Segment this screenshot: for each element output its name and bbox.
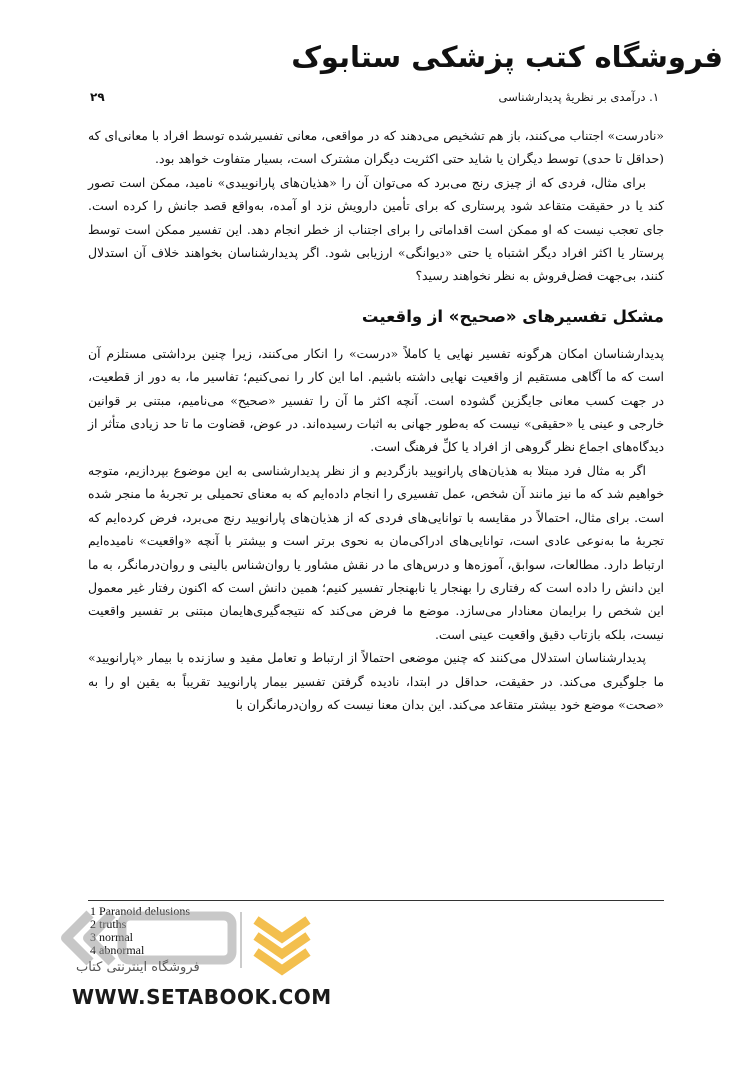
section-heading: مشکل تفسیرهای «صحیح» از واقعیت [361, 306, 664, 326]
footnote: 2 truths [90, 917, 127, 931]
paragraph: اگر به مثال فرد مبتلا به هذیان‌های پارانویید بازگردیم و از نظر پدیدارشناسی به این موضوع بپردازیم، متوجه خواهیم شد که ما نیز مانند آن شخص، عمل تفسیری را انجام داده‌ایم که به معنای تحمیلی بر تجربهٔ ما منجر شده است. برای مثال، احتمالاً در مقایسه با توانایی‌های فردی که از هذیان‌های پارانویید رنج می‌برد، فرض کرده‌ایم که تجربهٔ ما به‌نوعی عادی است، توانایی‌های ادراکی‌مان به نحوی برتر است و بیشتر با آنچه «واقعیت» نامیده‌ایم ارتباط دارد. مطالعات، سوابق، آموزه‌ها و درس‌های ما در نقش مشاور یا روان‌شناس بالینی و روان‌درمانگر، به ما این دانش را داده است که رفتاری را بهنجار یا نابهنجار تفسیر کنیم؛ همین دانش است که اکنون رفتار غیر معمول این شخص را برایمان معنادار می‌سازد. موضع ما فرض می‌کند که نتیجه‌گیری‌هایمان مبتنی بر تفسیر واقعیت نیست، بلکه بازتاب دقیق واقعیت عینی است. [88, 462, 664, 642]
page-body [88, 124, 664, 716]
watermark-url: WWW.SETABOOK.COM [72, 985, 332, 1009]
running-head [90, 90, 659, 104]
paragraph: برای مثال، فردی که از چیزی رنج می‌برد که می‌توان آن را «هذیان‌های پارانوییدی» نامید، ممکن است تصور کند یا در حقیقت متقاعد شود پرستاری که برای تأمین دارویش نزد او آمده، به‌واقع قصد جانش را کرده است. جای تعجب نیست که او ممکن است اقداماتی را برای اجتناب از خطر انجام دهد. این تفسیر ممکن است توسط پرستار یا اکثر افراد دیگر اشتباه یا حتی «دیوانگی» ارزیابی شود. اگر پدیدارشناسان بخواهند خلاف آن استدلال کنند، بی‌جهت فضل‌فروش به نظر نخواهند رسید؟ [88, 174, 664, 284]
setabook-logo-icon [60, 908, 320, 988]
footnote-divider [88, 900, 664, 901]
footnote: 4 abnormal [90, 943, 145, 957]
logo-block [122, 916, 232, 960]
chevron-left-icon [88, 914, 112, 962]
paragraph: «نادرست» اجتناب می‌کنند، باز هم تشخیص می‌دهند که در مواقعی، معانی تفسیرشده توسط افراد با معانی‌ای که (حداقل تا حدی) توسط دیگران یا شاید حتی اکثریت دیگران مشترک است، بسیار متفاوت خواهد بود. [88, 128, 664, 167]
chapter-title: ۱. درآمدی بر نظریهٔ پدیدارشناسی [498, 90, 659, 104]
footnote: 1 Paranoid delusions [90, 904, 190, 918]
watermark-tagline: فروشگاه اینترنتی کتاب [76, 960, 200, 975]
chevron-down-icon [256, 920, 308, 938]
footnote: 3 normal [90, 930, 133, 944]
page-number: ۲۹ [90, 90, 105, 104]
store-banner: فروشگاه کتب پزشکی ستابوک [291, 40, 723, 74]
paragraph: پدیدارشناسان امکان هرگونه تفسیر نهایی یا کاملاً «درست» را انکار می‌کنند، زیرا چنین برداشتی مستلزم آن است که ما آگاهی مستقیم از واقعیت نهایی داشته باشیم. اما این کار را نمی‌کنیم؛ تفاسیر ما، به دور از قطعیت، در جهت کسب معانی جایگزین گشوده است. آنچه اکثر ما آن را تفسیر «صحیح» می‌نامیم، مبتنی بر قوانین خارجی و عینی یا «حقیقی» نیست که به‌طور جهانی به اثبات رسیده‌اند. در عوض، قضاوت ما تا حد زیادی متأثر از دیدگاه‌های اجماع نظر گروهی از افراد یا کلِّ فرهنگ است. [88, 345, 664, 455]
logo-separator [240, 912, 242, 968]
paragraph: پدیدارشناسان استدلال می‌کنند که چنین موضعی احتمالاً از ارتباط و تعامل مفید و سازنده با بیمار «پارانویید» ما جلوگیری می‌کند. در حقیقت، حداقل در ابتدا، نادیده گرفتن تفسیر بیمار پارانویید تقریباً به یقین او را به «صحت» موضع خود بیشتر متقاعد می‌کند. این بدان معنا نیست که روان‌درمانگران با [88, 650, 664, 712]
